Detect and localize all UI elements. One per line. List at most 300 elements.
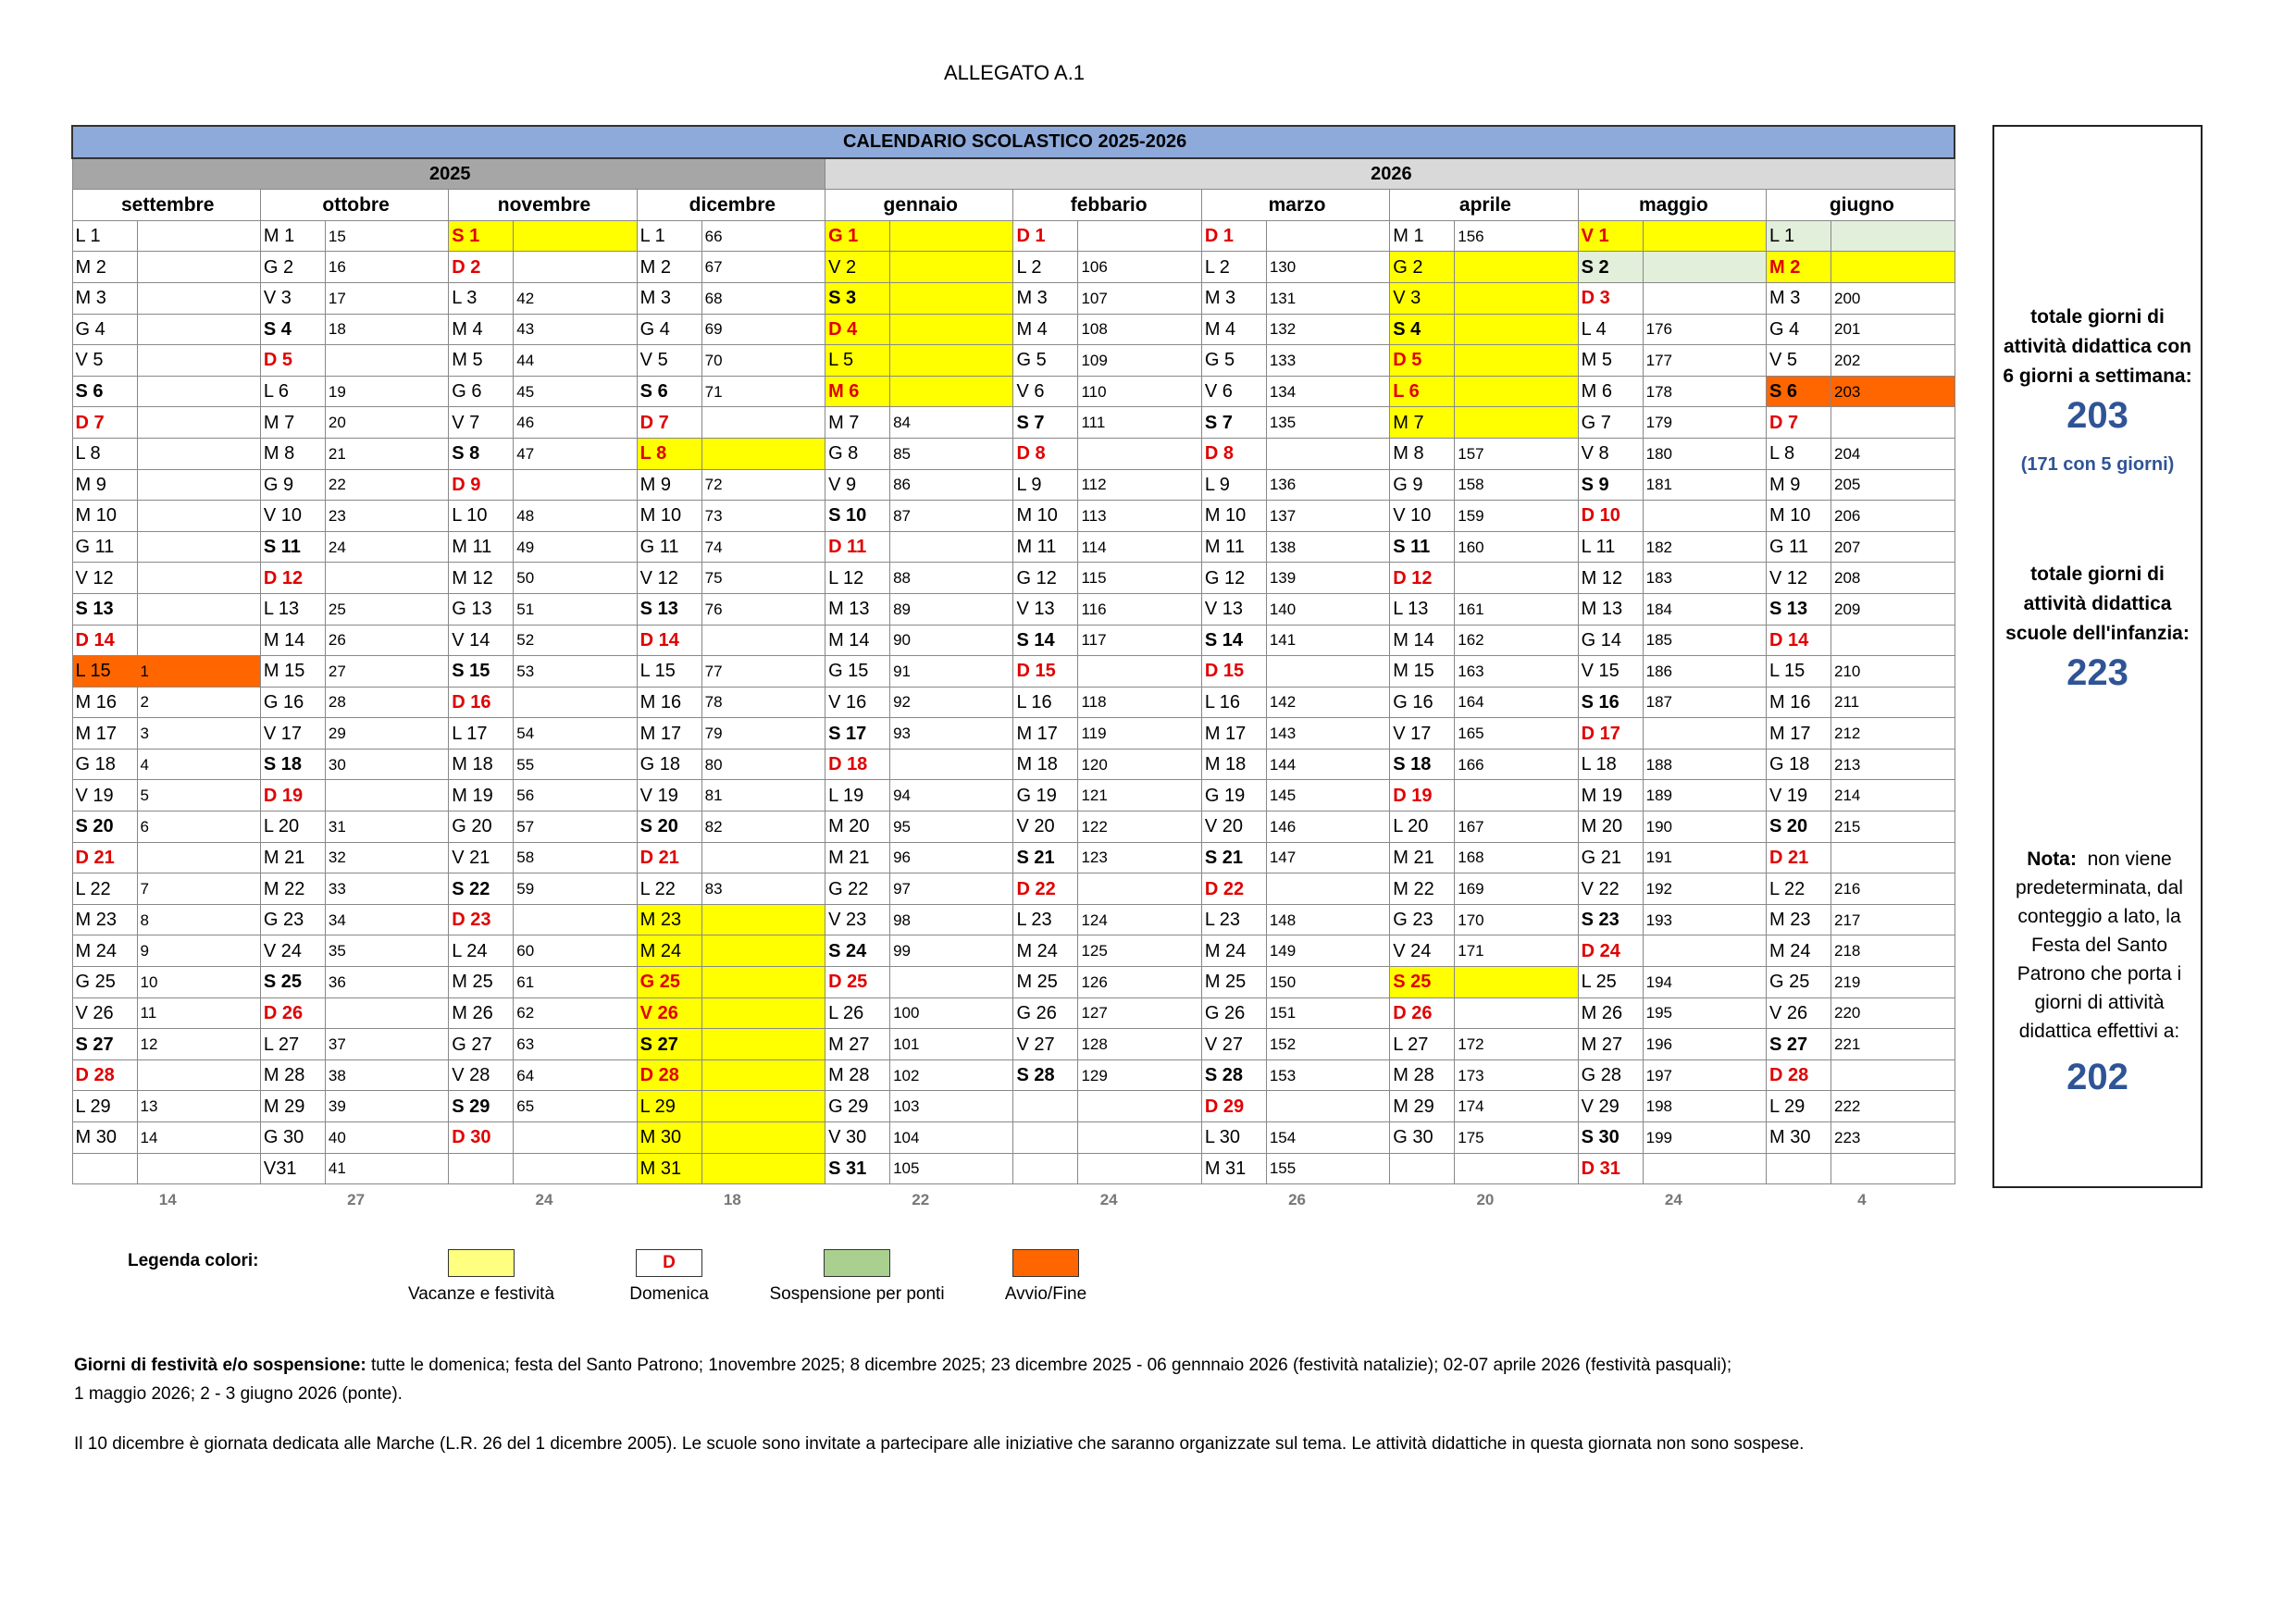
day-count-cell: 217 (1831, 904, 1955, 935)
day-cell: L 2 (1013, 252, 1078, 283)
day-cell: D 7 (637, 407, 701, 439)
calendar-row (72, 1091, 1955, 1122)
calendar-row (72, 252, 1955, 283)
day-cell: M 12 (1578, 563, 1643, 594)
day-cell: M 7 (1390, 407, 1455, 439)
day-cell: M 5 (1578, 345, 1643, 377)
day-count-cell: 175 (1455, 1122, 1578, 1154)
day-count-cell: 148 (1266, 904, 1389, 935)
calendar-row (72, 438, 1955, 469)
day-count-cell (890, 282, 1013, 314)
day-cell: M 7 (825, 407, 890, 439)
day-count-cell: 191 (1643, 842, 1766, 873)
day-count-cell: 106 (1078, 252, 1201, 283)
day-count-cell: 198 (1643, 1091, 1766, 1122)
day-count-cell: 81 (701, 780, 825, 812)
total-days-6-value: 203 (2066, 395, 2128, 436)
day-cell (1013, 1153, 1078, 1184)
day-cell: S 13 (1767, 593, 1831, 625)
day-cell: D 14 (1767, 625, 1831, 656)
day-cell: G 1 (825, 220, 890, 252)
legend-label-domenica: Domenica (629, 1284, 709, 1304)
day-cell: G 11 (1767, 531, 1831, 563)
day-count-cell: 111 (1078, 407, 1201, 439)
day-count-cell: 144 (1266, 749, 1389, 780)
day-cell: V 10 (260, 501, 325, 532)
day-cell: S 17 (825, 718, 890, 750)
calendar-row (72, 501, 1955, 532)
day-count-cell: 98 (890, 904, 1013, 935)
day-count-cell (325, 563, 448, 594)
day-count-cell: 9 (137, 935, 260, 967)
day-cell: M 3 (637, 282, 701, 314)
day-cell: D 16 (449, 687, 514, 718)
day-cell: S 6 (72, 376, 137, 407)
day-cell: V 28 (449, 1059, 514, 1091)
calendar-row (72, 718, 1955, 750)
day-cell: D 21 (1767, 842, 1831, 873)
day-cell: D 22 (1201, 873, 1266, 905)
day-cell: V 16 (825, 687, 890, 718)
day-cell: G 25 (72, 967, 137, 998)
day-count-cell: 151 (1266, 997, 1389, 1029)
day-cell: V 13 (1013, 593, 1078, 625)
day-count-cell: 122 (1078, 812, 1201, 843)
day-count-cell: 129 (1078, 1059, 1201, 1091)
day-count-cell: 109 (1078, 345, 1201, 377)
day-cell: S 28 (1201, 1059, 1266, 1091)
day-cell: M 6 (1578, 376, 1643, 407)
day-count-cell: 132 (1266, 314, 1389, 345)
day-count-cell: 54 (514, 718, 637, 750)
day-count-cell: 184 (1643, 593, 1766, 625)
day-count-cell: 202 (1831, 345, 1955, 377)
day-cell: V 26 (637, 997, 701, 1029)
day-count-cell: 55 (514, 749, 637, 780)
day-count-cell (1455, 407, 1578, 439)
calendar-row (72, 1122, 1955, 1154)
day-count-cell: 43 (514, 314, 637, 345)
day-count-cell: 88 (890, 563, 1013, 594)
day-cell: M 3 (1201, 282, 1266, 314)
day-count-cell: 165 (1455, 718, 1578, 750)
day-cell: M 12 (449, 563, 514, 594)
day-cell: V 1 (1578, 220, 1643, 252)
day-cell: G 16 (1390, 687, 1455, 718)
day-cell: D 23 (449, 904, 514, 935)
day-count-cell: 7 (137, 873, 260, 905)
day-cell: M 11 (1013, 531, 1078, 563)
day-count-cell: 210 (1831, 656, 1955, 688)
day-count-cell: 16 (325, 252, 448, 283)
day-cell: M 3 (72, 282, 137, 314)
day-count-cell: 76 (701, 593, 825, 625)
day-cell: M 2 (1767, 252, 1831, 283)
calendar-row (72, 1029, 1955, 1060)
day-cell: M 28 (260, 1059, 325, 1091)
day-cell: G 11 (637, 531, 701, 563)
day-cell: D 3 (1578, 282, 1643, 314)
day-cell: S 6 (1767, 376, 1831, 407)
day-cell: V 6 (1201, 376, 1266, 407)
day-cell (449, 1153, 514, 1184)
day-cell: D 2 (449, 252, 514, 283)
day-cell: L 9 (1201, 469, 1266, 501)
day-cell: L 15 (72, 656, 137, 688)
day-cell: V 6 (1013, 376, 1078, 407)
day-cell (1390, 1153, 1455, 1184)
day-count-cell: 192 (1643, 873, 1766, 905)
month-header: dicembre (637, 190, 825, 221)
day-count-cell: 183 (1643, 563, 1766, 594)
day-count-cell: 72 (701, 469, 825, 501)
day-cell: M 7 (260, 407, 325, 439)
month-day-count: 22 (912, 1190, 930, 1208)
day-cell: G 28 (1578, 1059, 1643, 1091)
month-day-count: 14 (158, 1190, 177, 1208)
day-count-cell: 78 (701, 687, 825, 718)
day-count-cell: 42 (514, 282, 637, 314)
day-cell: L 6 (1390, 376, 1455, 407)
day-count-cell: 6 (137, 812, 260, 843)
day-count-cell: 62 (514, 997, 637, 1029)
holidays-footnote: Giorni di festività e/o sospensione: tutte le domenica; festa del Santo Patrono; 1novembre 2025; 8 dicembre 2025; 23 dicembre 2025 - 06 gennnaio 2026 (festività natalizie); 02-07 aprile 2026 (festività pasquali); 1 maggio 2026; 2 - 3 giugno 2026 (ponte). (74, 1356, 1732, 1404)
calendar-row (72, 656, 1955, 688)
month-day-count: 27 (347, 1190, 366, 1208)
day-cell: M 9 (72, 469, 137, 501)
day-cell: M 26 (1578, 997, 1643, 1029)
day-cell: M 21 (1390, 842, 1455, 873)
day-cell: D 21 (72, 842, 137, 873)
day-count-cell (1831, 842, 1955, 873)
day-cell: S 27 (1767, 1029, 1831, 1060)
day-count-cell (137, 501, 260, 532)
day-cell: D 12 (260, 563, 325, 594)
month-header: gennaio (825, 190, 1013, 221)
day-cell: V 12 (1767, 563, 1831, 594)
day-cell: S 14 (1013, 625, 1078, 656)
day-cell: S 4 (260, 314, 325, 345)
day-cell: M 20 (825, 812, 890, 843)
day-count-cell (137, 842, 260, 873)
day-count-cell: 167 (1455, 812, 1578, 843)
day-cell: M 25 (1013, 967, 1078, 998)
day-count-cell: 212 (1831, 718, 1955, 750)
day-count-cell (1831, 1153, 1955, 1184)
day-cell: V 7 (449, 407, 514, 439)
month-header: ottobre (260, 190, 448, 221)
day-count-cell: 186 (1643, 656, 1766, 688)
day-cell: V 21 (449, 842, 514, 873)
day-count-cell (1643, 501, 1766, 532)
total-days-infanzia-label: totale giorni di attività didattica scuole dell'infanzia: (2005, 564, 2190, 644)
day-count-cell (1266, 438, 1389, 469)
day-cell: M 20 (1578, 812, 1643, 843)
day-cell: S 20 (637, 812, 701, 843)
day-cell: S 18 (260, 749, 325, 780)
day-count-cell (1455, 314, 1578, 345)
day-cell: M 26 (449, 997, 514, 1029)
calendar-row (72, 935, 1955, 967)
day-count-cell: 155 (1266, 1153, 1389, 1184)
day-cell: L 29 (637, 1091, 701, 1122)
day-cell: M 5 (449, 345, 514, 377)
day-cell: G 5 (1013, 345, 1078, 377)
day-count-cell: 85 (890, 438, 1013, 469)
day-cell: M 3 (1767, 282, 1831, 314)
day-cell: L 23 (1201, 904, 1266, 935)
day-count-cell: 149 (1266, 935, 1389, 967)
day-count-cell: 137 (1266, 501, 1389, 532)
day-count-cell: 213 (1831, 749, 1955, 780)
day-cell: V 20 (1013, 812, 1078, 843)
month-day-count: 18 (723, 1190, 741, 1208)
calendar-row (72, 780, 1955, 812)
day-count-cell: 103 (890, 1091, 1013, 1122)
day-cell: L 8 (1767, 438, 1831, 469)
day-cell: M 2 (637, 252, 701, 283)
day-cell: G 16 (260, 687, 325, 718)
day-cell: M 2 (72, 252, 137, 283)
day-cell: D 26 (260, 997, 325, 1029)
day-count-cell: 4 (137, 749, 260, 780)
day-count-cell: 153 (1266, 1059, 1389, 1091)
day-count-cell: 220 (1831, 997, 1955, 1029)
day-count-cell: 69 (701, 314, 825, 345)
legend-title: Legenda colori: (128, 1251, 259, 1270)
day-count-cell: 126 (1078, 967, 1201, 998)
month-header: maggio (1578, 190, 1766, 221)
day-count-cell: 89 (890, 593, 1013, 625)
day-count-cell: 185 (1643, 625, 1766, 656)
day-cell: G 2 (260, 252, 325, 283)
day-count-cell: 180 (1643, 438, 1766, 469)
day-cell: V 17 (1390, 718, 1455, 750)
day-cell: V 5 (72, 345, 137, 377)
day-count-cell (1643, 718, 1766, 750)
day-cell: L 12 (825, 563, 890, 594)
day-cell: S 28 (1013, 1059, 1078, 1091)
day-count-cell: 173 (1455, 1059, 1578, 1091)
day-cell: M 28 (1390, 1059, 1455, 1091)
day-count-cell (1831, 252, 1955, 283)
day-cell: M 25 (1201, 967, 1266, 998)
day-count-cell: 8 (137, 904, 260, 935)
day-cell: S 20 (72, 812, 137, 843)
day-cell: M 13 (825, 593, 890, 625)
day-count-cell: 138 (1266, 531, 1389, 563)
day-count-cell: 1 (137, 656, 260, 688)
day-cell: D 17 (1578, 718, 1643, 750)
day-count-cell: 124 (1078, 904, 1201, 935)
day-count-cell: 60 (514, 935, 637, 967)
day-cell: M 27 (1578, 1029, 1643, 1060)
day-cell: D 30 (449, 1122, 514, 1154)
day-count-cell: 12 (137, 1029, 260, 1060)
day-cell: M 22 (260, 873, 325, 905)
day-count-cell: 130 (1266, 252, 1389, 283)
day-cell: M 16 (1767, 687, 1831, 718)
day-cell: M 4 (1013, 314, 1078, 345)
day-count-cell: 36 (325, 967, 448, 998)
day-cell: L 1 (637, 220, 701, 252)
day-cell: L 24 (449, 935, 514, 967)
day-cell: G 13 (449, 593, 514, 625)
day-cell: L 16 (1201, 687, 1266, 718)
day-count-cell: 47 (514, 438, 637, 469)
day-cell: S 3 (825, 282, 890, 314)
day-cell: G 21 (1578, 842, 1643, 873)
month-header: marzo (1201, 190, 1389, 221)
day-count-cell: 18 (325, 314, 448, 345)
day-cell: V 24 (1390, 935, 1455, 967)
day-cell: M 28 (825, 1059, 890, 1091)
day-cell: M 10 (637, 501, 701, 532)
day-cell: D 15 (1201, 656, 1266, 688)
day-cell: M 18 (1201, 749, 1266, 780)
calendar-row (72, 625, 1955, 656)
day-count-cell (1455, 345, 1578, 377)
day-count-cell (890, 220, 1013, 252)
total-days-infanzia-value: 223 (2066, 652, 2128, 693)
day-count-cell: 196 (1643, 1029, 1766, 1060)
day-count-cell: 193 (1643, 904, 1766, 935)
day-cell: V 17 (260, 718, 325, 750)
day-cell: M 14 (1390, 625, 1455, 656)
legend-swatch-sospensione (824, 1249, 890, 1277)
day-cell: D 24 (1578, 935, 1643, 967)
day-cell: D 11 (825, 531, 890, 563)
day-count-cell: 97 (890, 873, 1013, 905)
day-cell: D 1 (1013, 220, 1078, 252)
day-cell: L 22 (72, 873, 137, 905)
month-header: settembre (72, 190, 260, 221)
day-cell: M 14 (825, 625, 890, 656)
day-count-cell: 172 (1455, 1029, 1578, 1060)
day-count-cell: 13 (137, 1091, 260, 1122)
day-count-cell (701, 935, 825, 967)
day-count-cell: 99 (890, 935, 1013, 967)
day-cell: V 15 (1578, 656, 1643, 688)
day-count-cell (137, 407, 260, 439)
day-count-cell: 119 (1078, 718, 1201, 750)
day-count-cell: 70 (701, 345, 825, 377)
day-count-cell: 162 (1455, 625, 1578, 656)
day-count-cell: 53 (514, 656, 637, 688)
day-count-cell: 5 (137, 780, 260, 812)
day-cell: L 19 (825, 780, 890, 812)
day-count-cell (890, 749, 1013, 780)
day-count-cell (890, 531, 1013, 563)
day-count-cell (325, 780, 448, 812)
calendar-row (72, 1153, 1955, 1184)
day-count-cell (514, 220, 637, 252)
day-cell: V 3 (1390, 282, 1455, 314)
day-cell: M 13 (1578, 593, 1643, 625)
day-count-cell (1831, 407, 1955, 439)
day-cell: M 24 (1013, 935, 1078, 967)
day-count-cell: 92 (890, 687, 1013, 718)
day-cell: M 29 (1390, 1091, 1455, 1122)
day-cell: G 30 (1390, 1122, 1455, 1154)
day-cell: D 28 (1767, 1059, 1831, 1091)
day-cell: S 6 (637, 376, 701, 407)
day-cell: S 4 (1390, 314, 1455, 345)
day-count-cell: 19 (325, 376, 448, 407)
day-count-cell (325, 345, 448, 377)
day-cell: D 14 (72, 625, 137, 656)
day-cell: M 30 (637, 1122, 701, 1154)
day-count-cell: 51 (514, 593, 637, 625)
day-count-cell (890, 376, 1013, 407)
day-count-cell (701, 1029, 825, 1060)
day-count-cell: 120 (1078, 749, 1201, 780)
calendar-row (72, 749, 1955, 780)
day-cell: M 1 (260, 220, 325, 252)
day-count-cell (137, 625, 260, 656)
day-cell: M 15 (1390, 656, 1455, 688)
legend-swatch-vacanze (448, 1249, 515, 1277)
day-cell: D 21 (637, 842, 701, 873)
day-cell: D 7 (72, 407, 137, 439)
day-cell: L 26 (825, 997, 890, 1029)
day-count-cell: 56 (514, 780, 637, 812)
day-cell: V31 (260, 1153, 325, 1184)
legend-label-avvio-fine: Avvio/Fine (1004, 1284, 1087, 1304)
day-cell: M 18 (449, 749, 514, 780)
day-cell: L 27 (260, 1029, 325, 1060)
day-count-cell: 104 (890, 1122, 1013, 1154)
month-day-count: 20 (1476, 1190, 1495, 1208)
day-count-cell (1455, 376, 1578, 407)
day-cell: G 23 (1390, 904, 1455, 935)
day-cell: G 26 (1201, 997, 1266, 1029)
day-cell: L 8 (72, 438, 137, 469)
day-count-cell: 107 (1078, 282, 1201, 314)
day-cell: S 31 (825, 1153, 890, 1184)
day-count-cell (514, 687, 637, 718)
day-count-cell (1266, 873, 1389, 905)
day-cell: V 12 (637, 563, 701, 594)
day-count-cell (137, 1059, 260, 1091)
day-count-cell: 168 (1455, 842, 1578, 873)
day-count-cell: 14 (137, 1122, 260, 1154)
calendar-row (72, 873, 1955, 905)
day-cell: M 27 (825, 1029, 890, 1060)
day-count-cell (1078, 656, 1201, 688)
day-cell: M 9 (1767, 469, 1831, 501)
day-count-cell: 164 (1455, 687, 1578, 718)
legend-label-vacanze: Vacanze e festività (407, 1284, 555, 1304)
day-count-cell: 176 (1643, 314, 1766, 345)
day-cell: L 15 (637, 656, 701, 688)
day-cell: V 5 (1767, 345, 1831, 377)
day-cell: M 17 (637, 718, 701, 750)
day-count-cell: 112 (1078, 469, 1201, 501)
day-count-cell: 100 (890, 997, 1013, 1029)
day-count-cell (890, 314, 1013, 345)
day-cell: G 25 (1767, 967, 1831, 998)
day-cell: G 9 (1390, 469, 1455, 501)
day-count-cell: 20 (325, 407, 448, 439)
day-count-cell: 48 (514, 501, 637, 532)
day-count-cell: 121 (1078, 780, 1201, 812)
day-cell: M 18 (1013, 749, 1078, 780)
day-cell: V 13 (1201, 593, 1266, 625)
marche-day-footnote: Il 10 dicembre è giornata dedicata alle Marche (L.R. 26 del 1 dicembre 2005). Le scuole sono invitate a partecipare alle iniziative che saranno organizzate sul tema. Le attività didattiche in questa giornata non sono sospese. (74, 1434, 1805, 1454)
day-count-cell: 205 (1831, 469, 1955, 501)
day-count-cell (1455, 967, 1578, 998)
